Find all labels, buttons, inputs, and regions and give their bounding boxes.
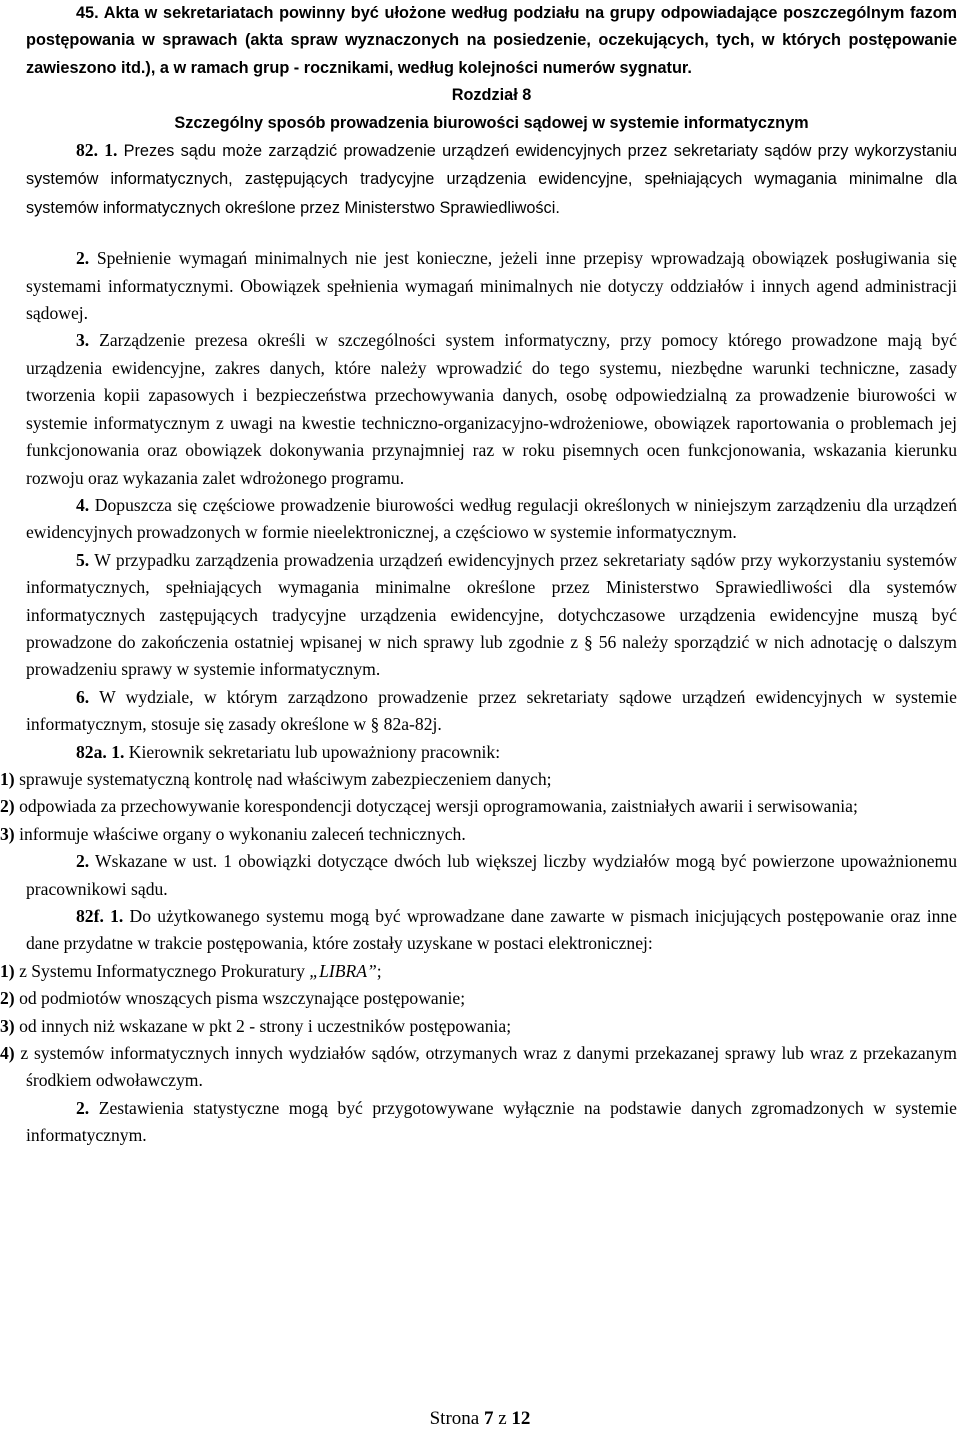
list-item-text: od innych niż wskazane w pkt 2 - strony i uczestników postępowania; — [19, 1015, 512, 1036]
paragraph-number: 2. — [76, 851, 90, 872]
list-item-number: 1) — [0, 960, 15, 981]
section-82-par-4 — [26, 492, 957, 547]
list-item-text: odpowiada za przechowywanie korespondencji dotyczącej wersji oprogramowania, zaistniałych awarii i serwisowania; — [19, 796, 858, 817]
paragraph-number: 6. — [76, 686, 90, 707]
list-item-text: informuje właściwe organy o wykonaniu zaleceń technicznych. — [19, 823, 466, 844]
section-82f-par-1 — [26, 903, 957, 958]
paragraph-text: Do użytkowanego systemu mogą być wprowadzane dane zawarte w pismach inicjujących postępowanie oraz inne dane przydatne w trakcie postępowania, które zostały uzyskane w postaci elektronicznej: — [26, 906, 957, 954]
section-82-par-1 — [26, 137, 957, 222]
section-82-par-6 — [26, 684, 957, 739]
paragraph-text: W wydziale, w którym zarządzono prowadzenie przez sekretariaty sądowe urządzeń ewidencyjnych w systemie informatycznym, stosuje się zasady określone w § 82a-82j. — [26, 686, 957, 735]
section-82f-par-2 — [26, 1095, 957, 1150]
paragraph-number: 4. — [76, 494, 90, 515]
paragraph-number: 2. — [76, 248, 90, 269]
paragraph-text: Spełnienie wymagań minimalnych nie jest konieczne, jeżeli inne przepisy wprowadzają obowiązek posługiwania się systemami informatycznymi. Obowiązek spełnienia wymagań minimalnych nie dotyczy oddziałów i innych agend administracji sądowej. — [26, 248, 957, 324]
paragraph-text: Kierownik sekretariatu lub upoważniony pracownik: — [128, 741, 501, 762]
list-item-number: 1) — [0, 768, 15, 789]
paragraph-text: W przypadku zarządzenia prowadzenia urządzeń ewidencyjnych przez sekretariaty sądów przy wykorzystaniu systemów informatycznych, spełniających wymagania minimalne określone przez Ministerstwo Sprawiedliwości dla systemów informatycznych zastępujących tradycyjne urządzenia ewidencyjne, dotychczasowe urządzenia ewidencyjne muszą być prowadzone do zakończenia ostatniej wpisanej w nich sprawy lub zgodnie z § 56 należy sporządzić w nich adnotację o dalszym prowadzeniu sprawy w systemie informatycznym. — [26, 549, 957, 680]
list-item — [0, 1040, 957, 1095]
paragraph-text: Prezes sądu może zarządzić prowadzenie urządzeń ewidencyjnych przez sekretariaty sądów przy wykorzystaniu systemów informatycznych, zastępujących tradycyjne urządzenia ewidencyjne, spełniających wymagania minimalne dla systemów informatycznych określone przez Ministerstwo Sprawiedliwości. — [26, 142, 958, 217]
list-item — [0, 766, 957, 793]
list-item-text: z systemów informatycznych innych wydziałów sądów, otrzymanych wraz z danymi przekazanej sprawy lub wraz z przekazanym środkiem odwoławczym. — [20, 1043, 957, 1091]
paragraph-45 — [26, 0, 957, 82]
paragraph-text: Wskazane w ust. 1 obowiązki dotyczące dwóch lub większej liczby wydziałów mogą być powierzone upoważnionemu pracownikowi sądu. — [26, 851, 957, 899]
footer-page-number: 7 — [483, 1408, 494, 1429]
list-item — [0, 793, 957, 820]
list-item-text: sprawuje systematyczną kontrolę nad właściwym zabezpieczeniem danych; — [19, 768, 552, 789]
paragraph-number: 3. — [76, 330, 90, 351]
list-item-number: 4) — [0, 1043, 15, 1064]
section-number: 82. 1. — [76, 140, 118, 161]
section-82-par-3 — [26, 327, 957, 491]
footer-page-total: 12 — [511, 1408, 531, 1429]
list-item — [0, 1013, 957, 1040]
list-item-number: 2) — [0, 796, 15, 817]
list-item — [0, 985, 957, 1012]
section-number: 82f. 1. — [76, 906, 124, 926]
list-item — [0, 821, 957, 848]
paragraph-text: Zarządzenie prezesa określi w szczególności system informatyczny, przy pomocy którego prowadzone mają być urządzenia ewidencyjne, zakres danych, które należy wprowadzić do tego systemu, niezbędne warunki techniczne, zasady tworzenia kopii zapasowych i bezpieczeństwa przechowywania danych, osobę odpowiedzialną za prowadzenie biurowości w systemie informatycznym z uwagi na kwestie techniczno-organizacyjno-wdrożeniowe, obowiązek raportowania o problemach jej funkcjonowania oraz obowiązek dokonywania przynajmniej raz w roku pisemnych ocen funkcjonowania, wskazania kierunku rozwoju oraz wykazania zalet wdrożonego programu. — [26, 330, 957, 488]
list-item-emphasis: „LIBRA” — [309, 960, 377, 981]
paragraph-number: 5. — [76, 549, 90, 570]
paragraph-number: 2. — [76, 1097, 90, 1118]
chapter-subtitle: Szczególny sposób prowadzenia biurowości sądowej w systemie informatycznym — [174, 113, 809, 132]
page-footer — [0, 1407, 960, 1431]
section-82-par-5 — [26, 547, 957, 684]
list-item-text: z Systemu Informatycznego Prokuratury — [19, 960, 310, 981]
list-item — [0, 958, 957, 985]
section-82a-par-1 — [26, 739, 957, 766]
footer-separator: z — [493, 1408, 512, 1429]
section-82-par-2 — [26, 245, 957, 327]
section-number: 82a. 1. — [76, 741, 125, 762]
footer-page-label: Strona — [429, 1408, 484, 1429]
list-item-text-end: ; — [376, 960, 382, 981]
paragraph-text: Zestawienia statystyczne mogą być przygotowywane wyłącznie na podstawie danych zgromadzonych w systemie informatycznym. — [26, 1097, 957, 1146]
paragraph-text: Dopuszcza się częściowe prowadzenie biurowości według regulacji określonych w niniejszym zarządzeniu dla urządzeń ewidencyjnych prowadzonych w formie nieelektronicznej, a częściowo w systemie informatycznym. — [26, 494, 957, 543]
paragraph-text: Akta w sekretariatach powinny być ułożone według podziału na grupy odpowiadające poszczególnym fazom postępowania w sprawach (akta spraw wyznaczonych na posiedzenie, oczekujących, tych, w których postępowanie zawieszono itd.), a w ramach grup - rocznikami, według kolejności numerów sygnatur. — [26, 4, 958, 77]
list-item-number: 3) — [0, 823, 15, 844]
chapter-title: Rozdział 8 — [451, 86, 532, 105]
section-82a-par-2 — [26, 848, 957, 903]
list-item-number: 3) — [0, 1015, 15, 1036]
list-item-text: od podmiotów wnoszących pisma wszczynające postępowanie; — [19, 988, 466, 1009]
section-number: 45. — [76, 4, 99, 22]
list-item-number: 2) — [0, 988, 15, 1009]
